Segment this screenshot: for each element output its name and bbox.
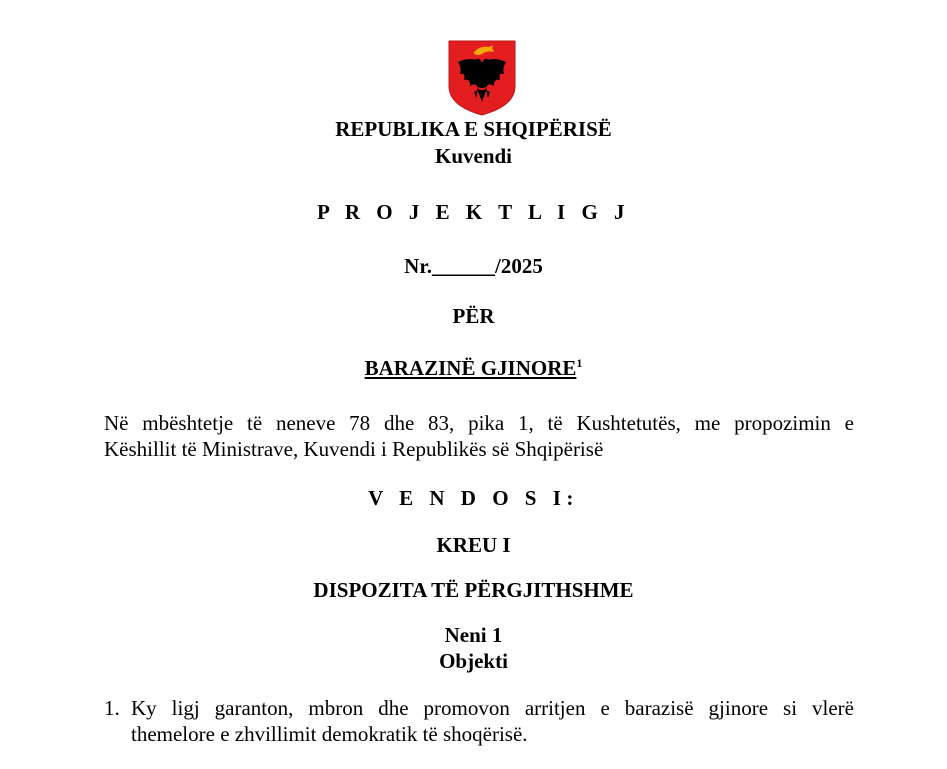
institution-name: Kuvendi [434, 144, 513, 168]
document-number: Nr.______/2025 [404, 254, 543, 278]
for-label: PËR [452, 304, 495, 328]
list-item [131, 695, 854, 747]
chapter-title: DISPOZITA TË PËRGJITHSHME [313, 578, 634, 602]
list-item-line: themelore e zhvillimit demokratik të shoqërisë. [131, 722, 528, 746]
preamble-line: Në mbështetje të neneve 78 dhe 83, pika 1, të Kushtetutës, me propozimin e [104, 411, 854, 435]
list-item-line: Ky ligj garanton, mbron dhe promovon arritjen e barazisë gjinore si vlerë [131, 696, 854, 720]
preamble-paragraph [104, 410, 854, 462]
republic-title: REPUBLIKA E SHQIPËRISË [335, 117, 612, 141]
footnote-marker: 1 [576, 356, 583, 370]
decides-heading: V E N D O S I: [368, 486, 579, 510]
article-title: Objekti [439, 649, 508, 673]
preamble-line: Këshillit të Ministrave, Kuvendi i Republikës së Shqipërisë [104, 437, 604, 461]
document-type-title: P R O J E K T L I G J [316, 200, 631, 224]
article-heading: Neni 1 [444, 623, 503, 647]
list-item-number: 1. [104, 696, 120, 720]
albanian-coat-of-arms-icon [448, 40, 516, 116]
subject-text: BARAZINË GJINORE [364, 356, 577, 380]
document-subject [0, 355, 947, 381]
chapter-heading: KREU I [436, 533, 511, 557]
